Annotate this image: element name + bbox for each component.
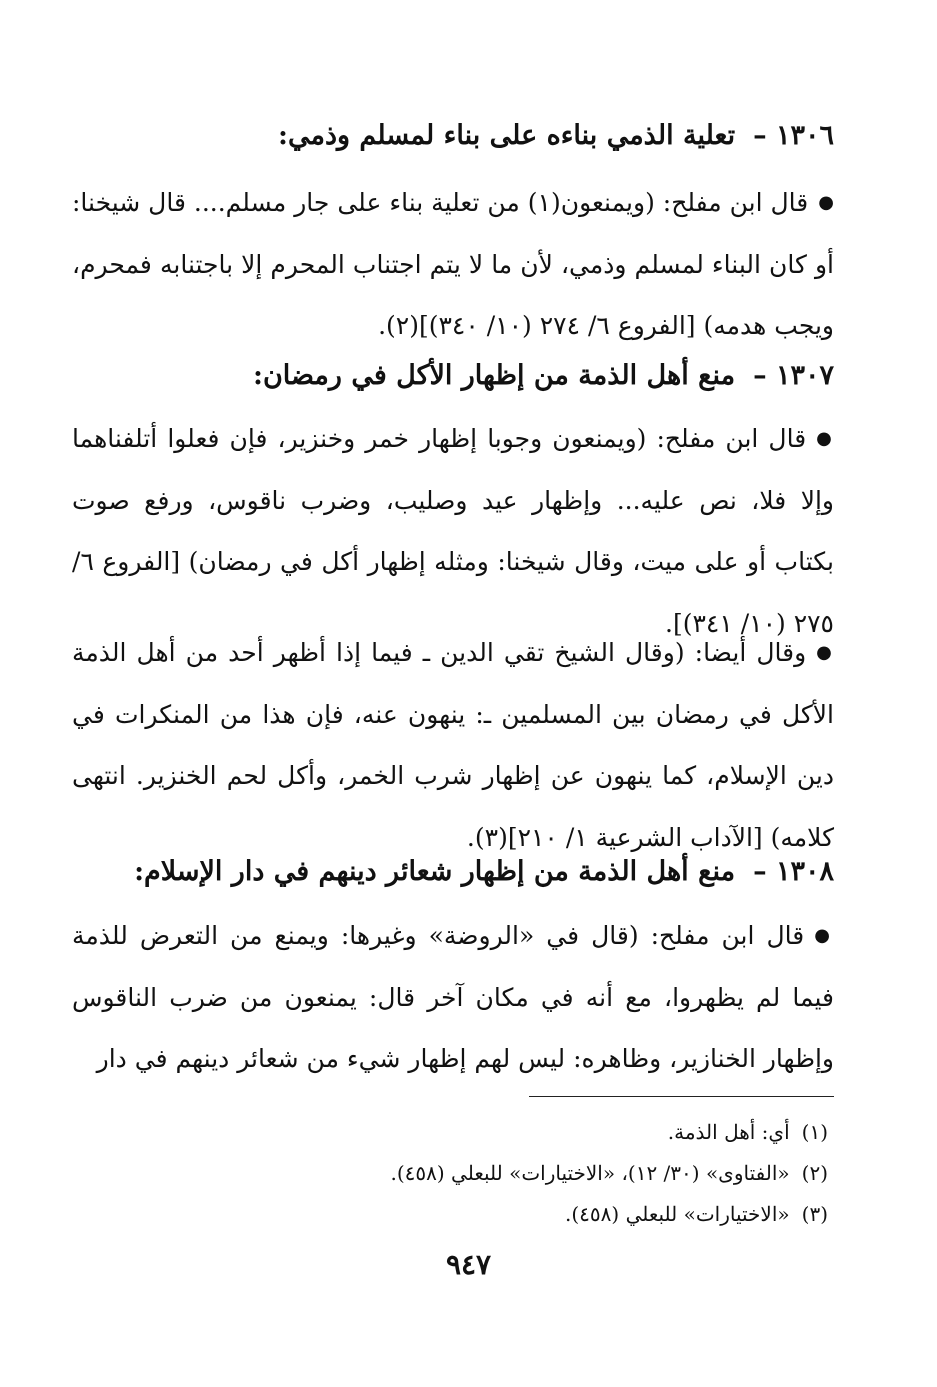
footnote-number: (٣) (801, 1202, 828, 1226)
section-number: ١٣٠٨ – (753, 856, 834, 887)
paragraph (72, 408, 834, 654)
footnote-text: «الفتاوى» (٣٠/ ١٢)، «الاختيارات» للبعلي (٤٥٨). (390, 1161, 790, 1185)
paragraph (72, 172, 834, 357)
section-heading-1306 (72, 116, 834, 156)
section-heading-1308 (72, 852, 834, 892)
section-heading-1307 (72, 356, 834, 396)
bullet-icon: ● (814, 925, 834, 946)
footnote-number: (١) (801, 1120, 828, 1144)
paragraph (72, 622, 834, 868)
footnote-text: أي: أهل الذمة. (667, 1120, 790, 1144)
bullet-icon: ● (816, 428, 834, 449)
section-number: ١٣٠٦ – (753, 120, 834, 151)
footnote-number: (٢) (801, 1161, 828, 1185)
paragraph-text: قال ابن مفلح: (ويمنعون وجوبا إظهار خمر وخنزير، فإن فعلوا أتلفناهما وإلا فلا، نص عليه... وإظهار عيد وصليب، وضرب ناقوس، ورفع صوت بكتاب أو على ميت، وقال شيخنا: ومثله إظهار أكل في رمضان) [الفروع ٦/ ٢٧٥ (١٠/ ٣٤١)]. (72, 424, 834, 638)
footnote (88, 1117, 828, 1147)
book-page (72, 0, 834, 1387)
paragraph-text: قال ابن مفلح: (ويمنعون(١) من تعلية بناء على جار مسلم.... قال شيخنا: أو كان البناء لمسلم وذمي، لأن ما لا يتم اجتناب المحرم إلا باجتنابه فمحرم، ويجب هدمه) [الفروع ٦/ ٢٧٤ (١٠/ ٣٤٠)](٢). (72, 188, 834, 340)
page-number: ٩٤٧ (445, 1248, 492, 1281)
section-number: ١٣٠٧ – (753, 360, 834, 391)
footnote (88, 1199, 828, 1229)
section-title: منع أهل الذمة من إظهار الأكل في رمضان: (253, 360, 736, 391)
paragraph-text: قال ابن مفلح: (قال في «الروضة» وغيرها: ويمنع من التعرض للذمة فيما لم يظهروا، مع أنه في مكان آخر قال: يمنعون من ضرب الناقوس وإظهار الخنازير، وظاهره: ليس لهم إظهار شيء من شعائر دينهم في دار (72, 921, 834, 1073)
section-title: منع أهل الذمة من إظهار شعائر دينهم في دار الإسلام: (134, 856, 736, 887)
footnote-separator (529, 1096, 834, 1097)
paragraph (72, 905, 834, 1090)
footnote (88, 1158, 828, 1188)
footnote-text: «الاختيارات» للبعلي (٤٥٨). (565, 1202, 790, 1226)
bullet-icon: ● (818, 192, 834, 213)
bullet-icon: ● (816, 642, 834, 663)
section-title: تعلية الذمي بناءه على بناء لمسلم وذمي: (278, 120, 736, 151)
paragraph-text: وقال أيضا: (وقال الشيخ تقي الدين ـ فيما إذا أظهر أحد من أهل الذمة الأكل في رمضان بين المسلمين ـ: ينهون عنه، فإن هذا من المنكرات في دين الإسلام، كما ينهون عن إظهار شرب الخمر، وأكل لحم الخنزير. انتهى كلامه) [الآداب الشرعية ١/ ٢١٠](٣). (72, 638, 834, 852)
